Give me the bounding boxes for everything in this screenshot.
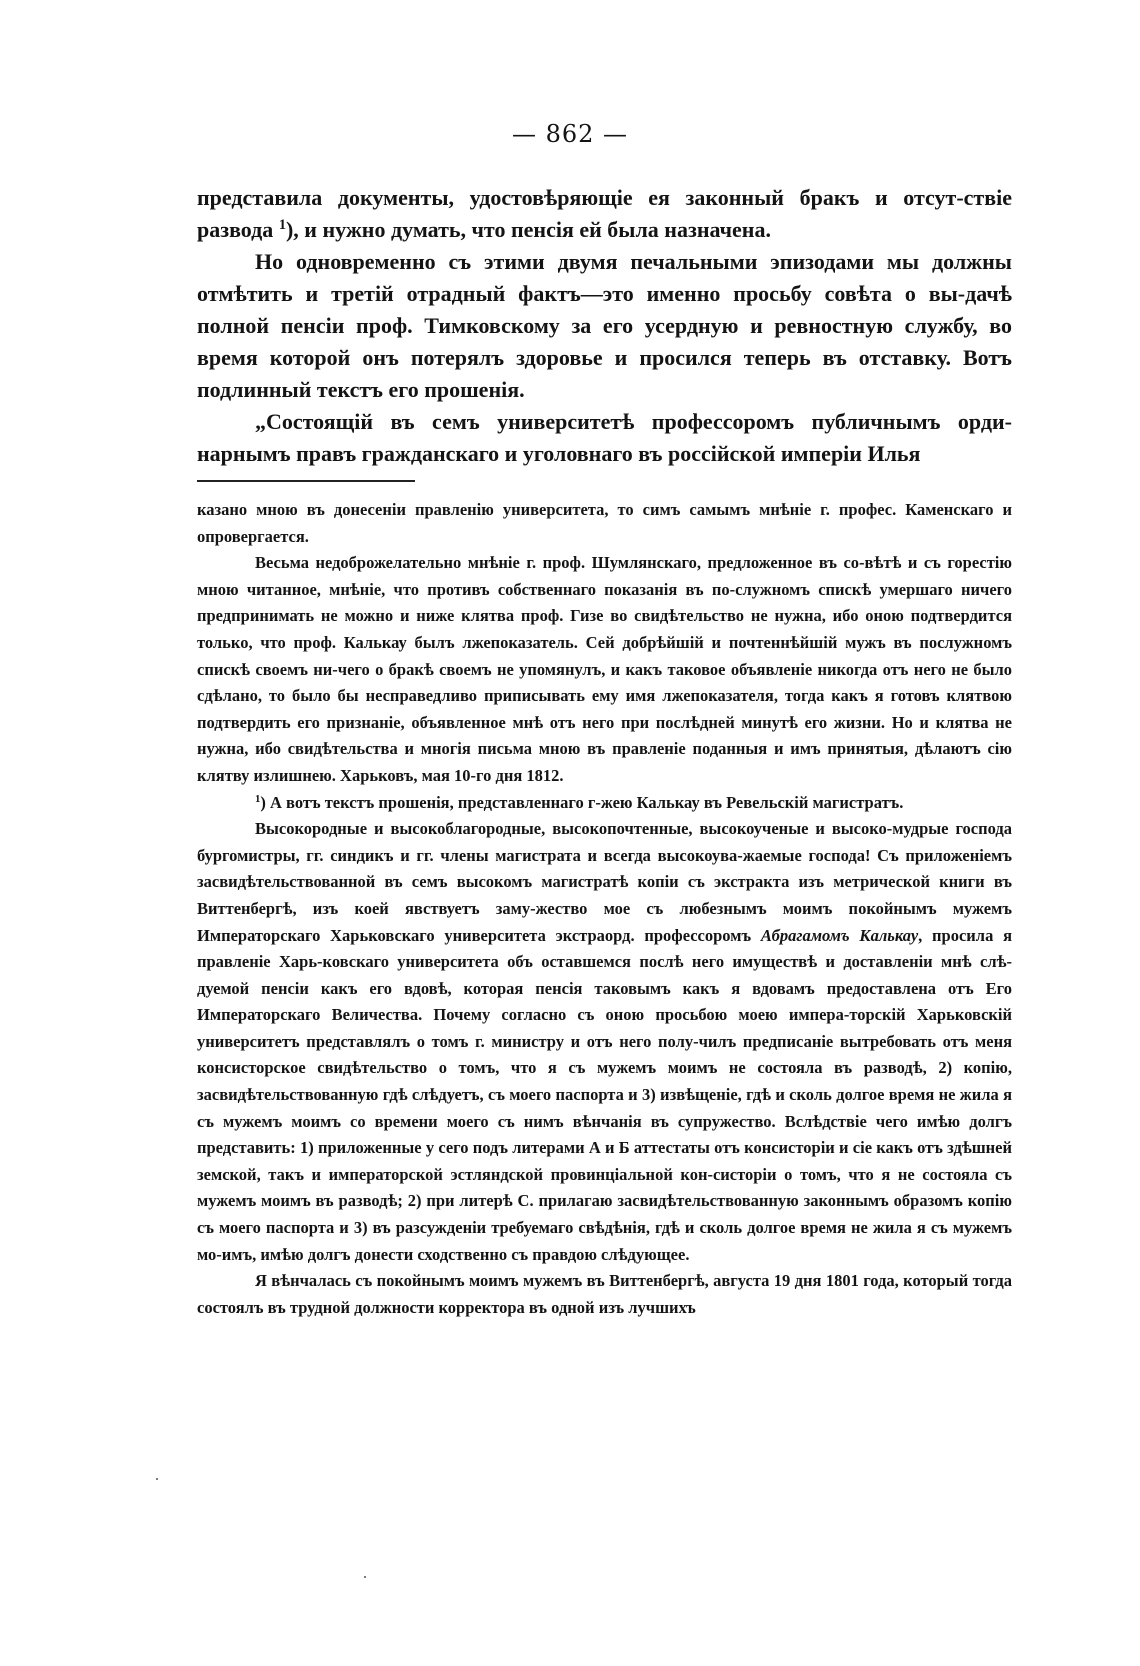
footnotes — [197, 497, 1012, 1321]
footnote-1-text: ) А вотъ текстъ прошенія, представленнаго г-жею Калькау въ Ревельскій магистратъ. — [260, 792, 904, 812]
main-text — [197, 182, 1012, 470]
footnote-petition-paragraph — [197, 816, 1012, 1268]
main-paragraph-2: Но одновременно съ этими двумя печальными эпизодами мы должны отмѣтить и третій отрадный фактъ—это именно просьбу совѣта о вы-дачѣ полной пенсіи проф. Тимковскому за его усердную и ревностную службу, во время которой онъ потерялъ здоровье и просился теперь въ отставку. Вотъ подлинный текстъ его прошенія. — [197, 249, 1012, 402]
scan-speck — [364, 1576, 366, 1578]
petition-name-italic: Абрагамомъ Калькау — [760, 925, 919, 945]
page-number: — 862 — — [511, 120, 629, 148]
footnote-1-marker: 1 — [255, 792, 261, 805]
main-paragraph-1-text-a: представила документы, удостовѣряющіе ея законный бракъ и отсут-ствіе развода — [197, 185, 1012, 242]
footnote-paragraph-shumlyansky: Весьма недоброжелательно мнѣніе г. проф. Шумлянскаго, предложенное въ со-вѣтѣ и съ горестію мною читанное, мнѣніе, что противъ собственнаго показанія въ по-служномъ спискѣ умершаго ничего предпринимать не можно и ниже клятва проф. Гизе во свидѣтельство не нужна, ибо оною подтвердится только, что проф. Калькау былъ лжепоказатель. Сей добрѣйшій и почтеннѣйшій мужъ въ послужномъ спискѣ своемъ ни-чего о бракѣ своемъ не упомянулъ, и какъ таковое объявленіе никогда отъ него не было сдѣлано, то было бы несправедливо приписывать ему имя лжепоказателя, тогда какъ я готовъ клятвою подтвердить его признаніе, объявленное мнѣ отъ него при послѣдней минутѣ его жизни. Но и клятва не нужна, ибо свидѣтельства и многія письма мною въ правленіе поданныя и имъ принятыя, дѣлаютъ сію клятву излишнею. Харьковъ, мая 10-го дня 1812. — [197, 553, 1012, 785]
footnote-ref-marker: 1 — [278, 217, 286, 234]
footnote-separator-rule — [197, 480, 415, 482]
main-paragraph-1 — [197, 182, 1012, 246]
footnote-1 — [197, 790, 1012, 817]
main-paragraph-3: „Состоящій въ семъ университетѣ профессоромъ публичнымъ орди-нарнымъ правъ гражданскаго и уголовнаго въ россійской имперіи Илья — [197, 409, 1012, 466]
petition-text-b: , просила я правленіе Харь-ковскаго университета объ оставшемся послѣ него имуществѣ и доставленіи мнѣ слѣ-дуемой пенсіи какъ его вдовѣ, которая пенсія таковымъ какъ я вдовамъ предоставлена отъ Его Императорскаго Величества. Почему согласно съ оною просьбою моею импера-торскій Харьковскій университетъ представлялъ о томъ г. министру и отъ него полу-чилъ предписаніе вытребовать отъ меня консисторское свидѣтельство о томъ, что я съ мужемъ моимъ не состояла въ разводѣ, 2) копію, засвидѣтельствованную гдѣ слѣдуетъ, съ моего паспорта и 3) извѣщеніе, гдѣ и сколь долгое время не жила я съ мужемъ моимъ со времени моего съ нимъ вѣнчанія въ супружество. Вслѣдствіе чего имѣю долгъ представить: 1) приложенные у сего подъ литерами А и Б аттестаты отъ консисторіи и сіе какъ отъ здѣшней земской, такъ и императорской эстляндской провинціальной кон-систоріи о томъ, что я не состояла съ мужемъ моимъ въ разводѣ; 2) при литерѣ С. прилагаю засвидѣтельствованную законнымъ образомъ копію съ моего паспорта и 3) въ разсужденіи требуемаго свѣдѣнія, гдѣ и сколь долгое время не жила я съ мужемъ мо-имъ, имѣю долгъ донести сходственно съ правдою слѣдующее. — [197, 925, 1013, 1264]
main-paragraph-1-text-b: ), и нужно думать, что пенсія ей была назначена. — [285, 217, 771, 242]
footnote-continuation: казано мною въ донесеніи правленію университета, то симъ самымъ мнѣніе г. профес. Каменскаго и опровергается. — [197, 500, 1012, 546]
footnote-last-paragraph: Я вѣнчалась съ покойнымъ моимъ мужемъ въ Виттенбергѣ, августа 19 дня 1801 года, который тогда состоялъ въ трудной должности корректора въ одной изъ лучшихъ — [197, 1271, 1012, 1317]
scan-speck — [156, 1478, 158, 1480]
petition-text-a: Высокородные и высокоблагородные, высокопочтенные, высокоученые и высоко-мудрые господа бургомистры, гг. синдикъ и гг. члены магистрата и всегда высокоува-жаемые господа! Съ приложеніемъ засвидѣтельствованной въ семъ высокомъ магистратѣ копіи съ экстракта изъ метрической книги въ Виттенбергѣ, изъ коей явствуетъ заму-жество мое съ любезнымъ моимъ покойнымъ мужемъ Императорскаго Харьковскаго университета экстраорд. профессоромъ — [197, 819, 1012, 945]
